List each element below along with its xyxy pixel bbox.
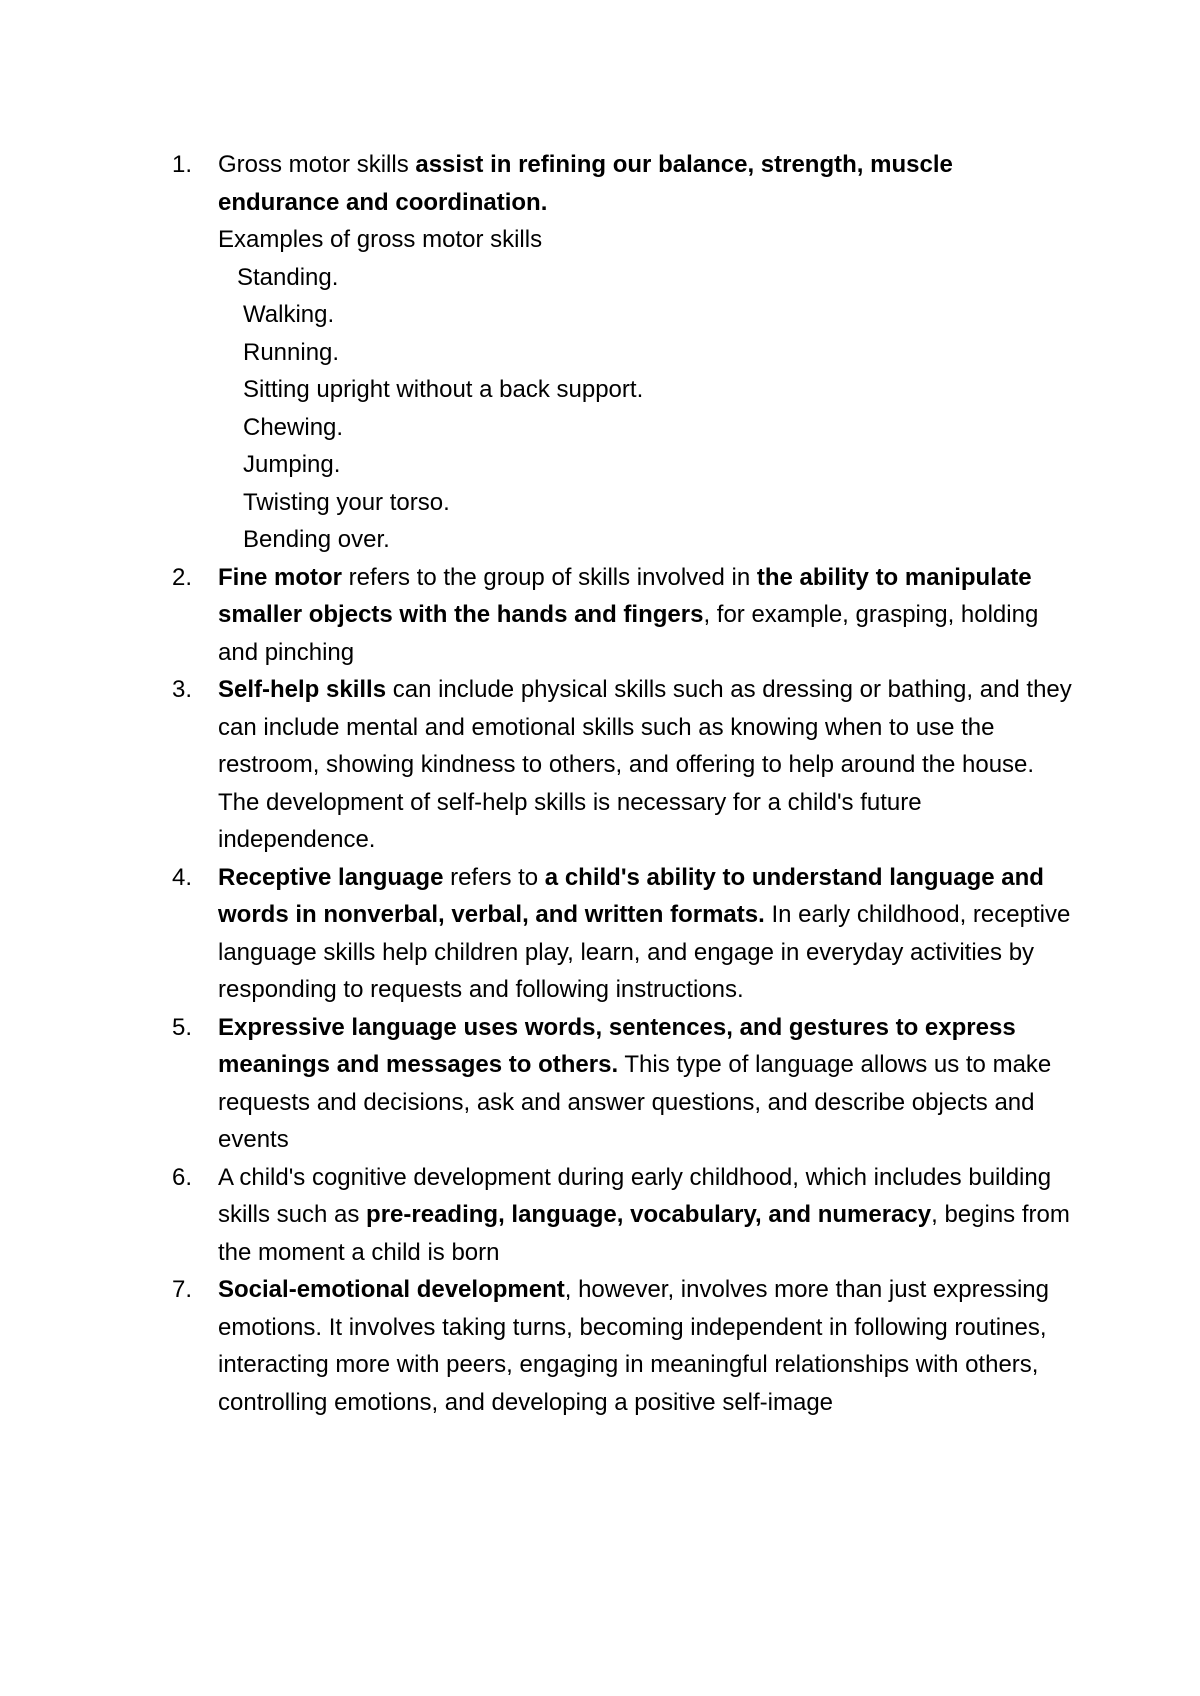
- example-item: Twisting your torso.: [243, 488, 450, 516]
- item-text: can include physical skills such as dressing or bathing, and they can include mental and emotional skills such as knowing when to use the restroom, showing kindness to others, and offering to help around the house. The development of self-help skills is necessary for a child's future independence.: [218, 676, 1072, 853]
- list-item-3: [0, 671, 1078, 859]
- item-text: In early childhood, receptive language skills help children play, learn, and engage in everyday activities by responding to requests and following instructions.: [218, 901, 1071, 1003]
- list-item-5: [0, 1009, 1078, 1159]
- item-text-bold: a child's ability to understand language and words in nonverbal, verbal, and written formats.: [218, 863, 1044, 928]
- example-item: Chewing.: [243, 413, 344, 441]
- item-text: A child's cognitive development during early childhood, which includes building skills such as: [218, 1163, 1052, 1228]
- list-number: 7.: [172, 1276, 193, 1303]
- examples-title: Examples of gross motor skills: [218, 226, 543, 253]
- list-number: 2.: [172, 563, 193, 591]
- item-text-bold: Social-emotional development: [218, 1276, 565, 1303]
- item-text-bold: assist in refining our balance, strength, muscle endurance and coordination.: [218, 151, 953, 216]
- list-number: 5.: [172, 1013, 193, 1041]
- list-item-2: [0, 559, 1078, 672]
- item-text: Gross motor skills: [218, 151, 416, 178]
- example-item: Standing.: [237, 263, 339, 291]
- example-item: Running.: [243, 338, 340, 366]
- item-text-bold: pre-reading, language, vocabulary, and numeracy: [366, 1201, 932, 1228]
- list-number: 4.: [172, 863, 193, 891]
- item-text: refers to: [443, 863, 545, 891]
- list-number: 3.: [172, 676, 193, 703]
- item-text: This type of language allows us to make requests and decisions, ask and answer questions, and describe objects and events: [218, 1051, 1052, 1153]
- item-text-bold: Self-help skills: [218, 676, 387, 703]
- item-text-bold: Expressive language uses words, sentences, and gestures to express meanings and messages to others.: [218, 1013, 1016, 1078]
- list-item-6: [0, 1159, 1078, 1272]
- item-text-bold: Fine motor: [218, 563, 342, 591]
- list-item-1: [0, 146, 1078, 559]
- item-text: , however, involves more than just expressing emotions. It involves taking turns, becoming independent in following routines, interacting more with peers, engaging in meaningful relationships with others, controlling emotions, and developing a positive self-image: [218, 1276, 1049, 1416]
- numbered-list: [0, 146, 1200, 1421]
- list-number: 1.: [172, 151, 193, 178]
- example-item: Sitting upright without a back support.: [243, 376, 644, 403]
- item-text-bold: Receptive language: [218, 863, 444, 891]
- example-item: Bending over.: [243, 526, 390, 553]
- list-number: 6.: [172, 1163, 193, 1191]
- list-item-4: [0, 859, 1078, 1009]
- list-item-7: [0, 1271, 1078, 1421]
- item-text: , begins from the moment a child is born: [218, 1201, 1070, 1266]
- example-item: Walking.: [243, 301, 335, 328]
- item-text: , for example, grasping, holding and pinching: [218, 601, 1039, 666]
- item-text-bold: the ability to manipulate smaller objects with the hands and fingers: [218, 563, 1032, 628]
- item-text: refers to the group of skills involved in: [342, 563, 757, 591]
- example-item: Jumping.: [243, 451, 341, 478]
